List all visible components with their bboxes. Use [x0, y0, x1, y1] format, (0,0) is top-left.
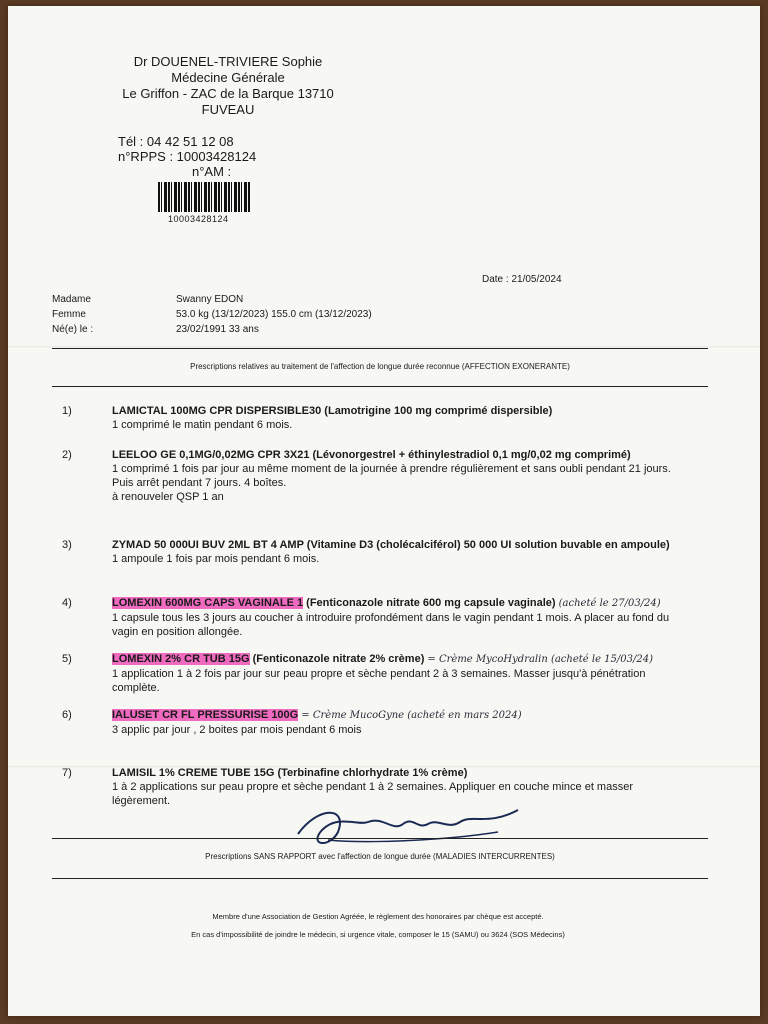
section-title-ald: Prescriptions relatives au traitement de l'affection de longue durée reconnue (AFFECTION EXONERANTE): [190, 362, 570, 371]
drug-detail: (Terbinafine chlorhydrate 1% crème): [274, 767, 468, 779]
doctor-am: n°AM :: [192, 164, 232, 179]
item-number: 5): [62, 653, 72, 665]
drug-name: LEELOO GE 0,1MG/0,02MG CPR 3X21: [112, 449, 310, 461]
item-number: 2): [62, 449, 72, 461]
drug-name: LOMEXIN 2% CR TUB 15G: [112, 653, 250, 665]
drug-instructions: 1 ampoule 1 fois par mois pendant 6 mois.: [112, 553, 320, 565]
item-number: 6): [62, 709, 72, 721]
barcode: [158, 182, 250, 212]
drug-name: LAMICTAL 100MG CPR DISPERSIBLE30: [112, 405, 322, 417]
drug-renewal: à renouveler QSP 1 an: [112, 491, 224, 503]
doctor-name: Dr DOUENEL-TRIVIERE Sophie: [133, 54, 323, 69]
prescription-item: [52, 404, 692, 432]
doctor-specialty: Médecine Générale: [171, 70, 285, 85]
drug-detail: (Fenticonazole nitrate 2% crème): [249, 653, 425, 665]
patient-born-label: Né(e) le :: [52, 324, 94, 335]
handwritten-note: (acheté le 27/03/24): [558, 598, 661, 609]
section-title-non-ald: Prescriptions SANS RAPPORT avec l'affection de longue durée (MALADIES INTERCURRENTES): [205, 852, 555, 861]
doctor-tel: Tél : 04 42 51 12 08: [118, 134, 234, 149]
drug-instructions: 1 application 1 à 2 fois par jour sur peau propre et sèche pendant 2 à 3 semaines. Masser jusqu'à pénétration complète.: [112, 668, 646, 694]
doctor-city: FUVEAU: [201, 102, 255, 117]
drug-detail: (Vitamine D3 (cholécalciférol) 50 000 UI solution buvable en ampoule): [303, 539, 670, 551]
patient-measures: 53.0 kg (13/12/2023) 155.0 cm (13/12/2023): [176, 309, 372, 320]
drug-instructions: 1 comprimé 1 fois par jour au même moment de la journée à prendre régulièrement et sans oubli pendant 21 jours. Puis arrêt pendant 7 jours. 4 boîtes.: [112, 463, 671, 489]
footer-line: Membre d'une Association de Gestion Agréée, le règlement des honoraires par chèque est accepté.: [212, 912, 544, 921]
prescription-item: [52, 448, 692, 504]
drug-name: IALUSET CR FL PRESSURISE 100G: [112, 709, 299, 721]
prescription-date: Date : 21/05/2024: [482, 274, 562, 285]
divider: [52, 386, 708, 387]
prescription-item: [52, 538, 692, 566]
drug-detail: (Fenticonazole nitrate 600 mg capsule vaginale): [303, 597, 556, 609]
item-number: 1): [62, 405, 72, 417]
drug-name: LOMEXIN 600MG CAPS VAGINALE 1: [112, 597, 304, 609]
footer-line: En cas d'impossibilité de joindre le médecin, si urgence vitale, composer le 15 (SAMU) ou 3624 (SOS Médecins): [191, 930, 565, 939]
doctor-address: Le Griffon - ZAC de la Barque 13710: [122, 86, 334, 101]
drug-instructions: 1 comprimé le matin pendant 6 mois.: [112, 419, 293, 431]
doctor-rpps: n°RPPS : 10003428124: [118, 149, 257, 164]
item-number: 4): [62, 597, 72, 609]
handwritten-note: = Crème MycoHydralin (acheté le 15/03/24): [427, 654, 653, 665]
patient-title-label: Madame: [52, 294, 91, 305]
patient-info: [52, 292, 372, 337]
drug-instructions: 1 à 2 applications sur peau propre et sèche pendant 1 à 2 semaines. Appliquer en couche mince et masser légèrement.: [112, 781, 633, 807]
drug-instructions: 3 applic par jour , 2 boites par mois pendant 6 mois: [112, 724, 362, 736]
drug-name: LAMISIL 1% CREME TUBE 15G: [112, 767, 275, 779]
barcode-number: 10003428124: [168, 214, 229, 224]
patient-sex-label: Femme: [52, 309, 86, 320]
handwritten-note: = Crème MucoGyne (acheté en mars 2024): [301, 710, 522, 721]
divider: [52, 878, 708, 879]
prescription-sheet: [8, 6, 760, 1016]
drug-instructions: 1 capsule tous les 3 jours au coucher à introduire profondément dans le vagin pendant 1 mois. A placer au fond du vagin en position allongée.: [112, 612, 670, 638]
doctor-contact: [118, 134, 256, 179]
item-number: 3): [62, 539, 72, 551]
prescription-item: [52, 708, 692, 737]
signature: [288, 796, 528, 856]
divider: [52, 838, 708, 839]
patient-name: Swanny EDON: [176, 294, 244, 305]
prescription-item: [52, 652, 692, 695]
drug-name: ZYMAD 50 000UI BUV 2ML BT 4 AMP: [112, 539, 304, 551]
doctor-header: [88, 54, 368, 118]
prescription-item: [52, 596, 692, 639]
item-number: 7): [62, 767, 72, 779]
drug-detail: (Lévonorgestrel + éthinylestradiol 0,1 mg/0,02 mg comprimé): [309, 449, 631, 461]
divider: [52, 348, 708, 349]
patient-birth: 23/02/1991 33 ans: [176, 324, 259, 335]
drug-detail: (Lamotrigine 100 mg comprimé dispersible): [321, 405, 553, 417]
